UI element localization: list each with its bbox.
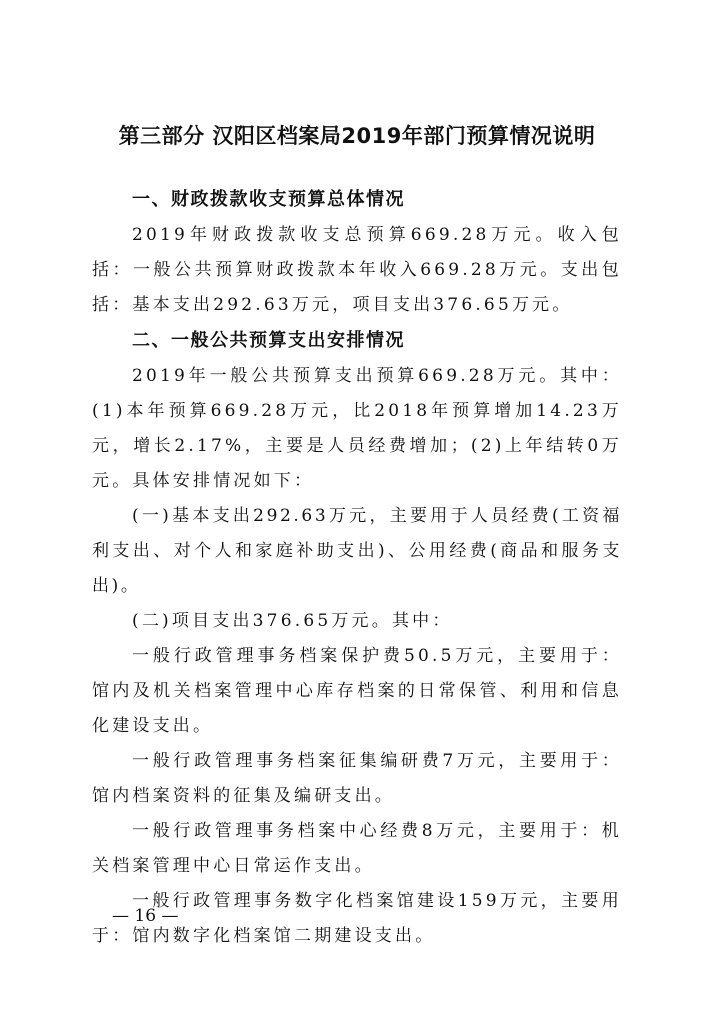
section-2-paragraph-4: 一般行政管理事务档案保护费50.5万元，主要用于：馆内及机关档案管理中心库存档案的日常保管、利用和信息化建设支出。 xyxy=(92,646,622,736)
page-number: — 16 — xyxy=(112,906,179,926)
document-title: 第三部分 汉阳区档案局2019年部门预算情况说明 xyxy=(118,124,596,148)
document-body xyxy=(92,182,622,954)
section-2-paragraph-1: 2019年一般公共预算支出预算669.28万元。其中：(1)本年预算669.28万元，比2018年预算增加14.23万元，增长2.17%，主要是人员经费增加；(2)上年结转0万元。具体安排情况如下： xyxy=(92,366,622,491)
section-2-paragraph-3: (二)项目支出376.65万元。其中： xyxy=(132,611,453,631)
section-2-paragraph-2: (一)基本支出292.63万元，主要用于人员经费(工资福利支出、对个人和家庭补助支出)、公用经费(商品和服务支出)。 xyxy=(92,506,622,596)
section-1-paragraph-1: 2019年财政拨款收支总预算669.28万元。收入包括：一般公共预算财政拨款本年收入669.28万元。支出包括：基本支出292.63万元，项目支出376.65万元。 xyxy=(92,225,622,315)
section-heading-1: 一、财政拨款收支预算总体情况 xyxy=(132,189,405,210)
section-2-paragraph-6: 一般行政管理事务档案中心经费8万元，主要用于：机关档案管理中心日常运作支出。 xyxy=(92,821,622,876)
section-2-paragraph-7: 一般行政管理事务数字化档案馆建设159万元，主要用于：馆内数字化档案馆二期建设支出。 xyxy=(92,891,622,946)
section-heading-2: 二、一般公共预算支出安排情况 xyxy=(132,330,405,351)
section-2-paragraph-5: 一般行政管理事务档案征集编研费7万元，主要用于：馆内档案资料的征集及编研支出。 xyxy=(92,751,622,806)
